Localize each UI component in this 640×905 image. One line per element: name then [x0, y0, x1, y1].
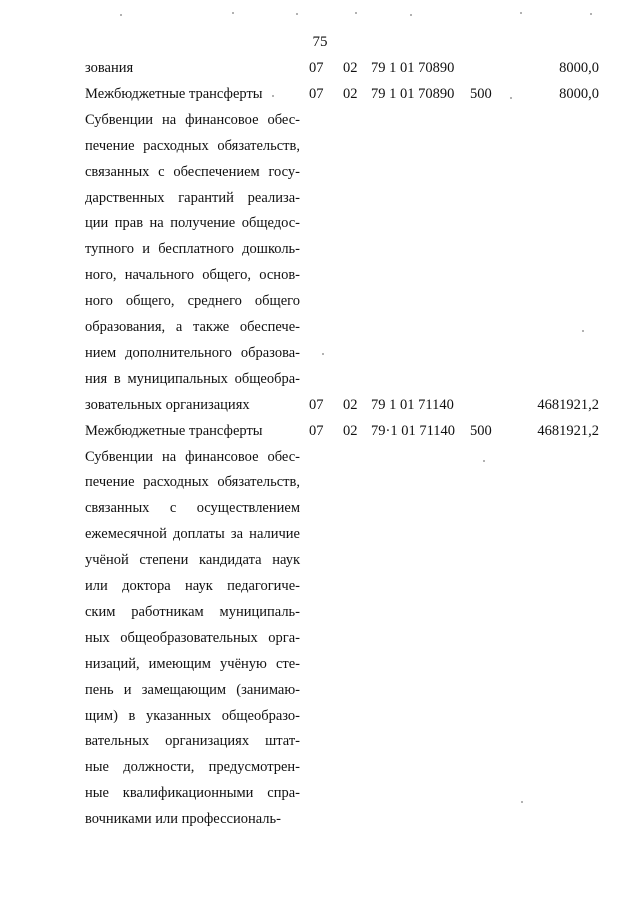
row-target-article-code: 79 1 01 70890	[371, 85, 455, 102]
row-description-line: учёной степени кандидата наук	[85, 552, 300, 569]
row-amount: 8000,0	[559, 60, 599, 76]
row-description-line: ные должности, предусмотрен-	[85, 759, 300, 776]
row-description-line: Межбюджетные трансферты	[85, 422, 263, 439]
row-description-line: ежемесячной доплаты за наличие	[85, 526, 300, 543]
row-podrazdel-code: 02	[343, 85, 358, 102]
scan-speck	[521, 801, 523, 803]
scan-speck	[590, 13, 592, 15]
row-description-line: ции прав на получение общедос-	[85, 215, 300, 232]
row-description-line: печение расходных обязательств,	[85, 137, 300, 154]
row-description-line: ния в муниципальных общеобра-	[85, 370, 300, 387]
page-number: 75	[312, 34, 328, 50]
row-description-line: вательных организациях штат-	[85, 733, 300, 750]
row-description-line: тупного и бесплатного дошколь-	[85, 241, 300, 258]
scan-speck	[483, 460, 485, 462]
row-razdel-code: 07	[309, 422, 324, 439]
row-razdel-code: 07	[309, 60, 324, 76]
scan-speck	[510, 97, 512, 99]
row-amount: 4681921,2	[537, 422, 599, 439]
row-description-line: Субвенции на финансовое обес-	[85, 448, 300, 465]
row-expense-type-code: 500	[470, 85, 492, 102]
row-description-line: Субвенции на финансовое обес-	[85, 111, 300, 128]
row-podrazdel-code: 02	[343, 60, 358, 76]
row-razdel-code: 07	[309, 396, 324, 413]
row-description-line: или доктора наук педагогиче-	[85, 578, 300, 594]
row-description-line: зовательных организациях	[85, 396, 250, 413]
row-podrazdel-code: 02	[343, 422, 358, 439]
row-description-line: связанных с обеспечением госу-	[85, 163, 300, 180]
scan-speck	[355, 12, 357, 14]
row-description-line: ных общеобразовательных орга-	[85, 629, 300, 646]
row-description-line: низаций, имеющим учёную сте-	[85, 655, 300, 672]
scan-speck	[296, 13, 298, 15]
scan-speck	[120, 14, 122, 16]
scan-speck	[582, 330, 584, 332]
scan-speck	[232, 12, 234, 14]
scan-speck	[520, 12, 522, 14]
row-description-line: пень и замещающим (занимаю-	[85, 681, 300, 698]
row-description-line: ного общего, среднего общего	[85, 293, 300, 310]
row-description-line: ного, начального общего, основ-	[85, 267, 300, 284]
row-description-line: дарственных гарантий реализа-	[85, 189, 300, 206]
row-description-line: щим) в указанных общеобразо-	[85, 707, 300, 724]
row-description-line: печение расходных обязательств,	[85, 474, 300, 491]
row-description-line: вочниками или профессиональ-	[85, 811, 281, 828]
row-description-line: ским работникам муниципаль-	[85, 603, 300, 620]
row-target-article-code: 79·1 01 71140	[371, 422, 456, 439]
row-description-line: ные квалификационными спра-	[85, 785, 300, 802]
row-expense-type-code: 500	[470, 422, 492, 439]
row-description-line: образования, а также обеспече-	[85, 319, 300, 335]
scan-speck	[322, 353, 324, 355]
row-description-line: зования	[85, 60, 134, 76]
row-amount: 8000,0	[559, 85, 599, 102]
row-description-line: нием дополнительного образова-	[85, 344, 300, 361]
scan-speck	[272, 95, 274, 97]
row-description-line: Межбюджетные трансферты	[85, 85, 263, 102]
row-target-article-code: 79 1 01 71140	[371, 396, 454, 413]
scan-speck	[410, 14, 412, 16]
row-amount: 4681921,2	[537, 396, 599, 413]
row-description-line: связанных с осуществлением	[85, 500, 300, 517]
row-podrazdel-code: 02	[343, 396, 358, 413]
row-target-article-code: 79 1 01 70890	[371, 60, 455, 76]
row-razdel-code: 07	[309, 85, 324, 102]
